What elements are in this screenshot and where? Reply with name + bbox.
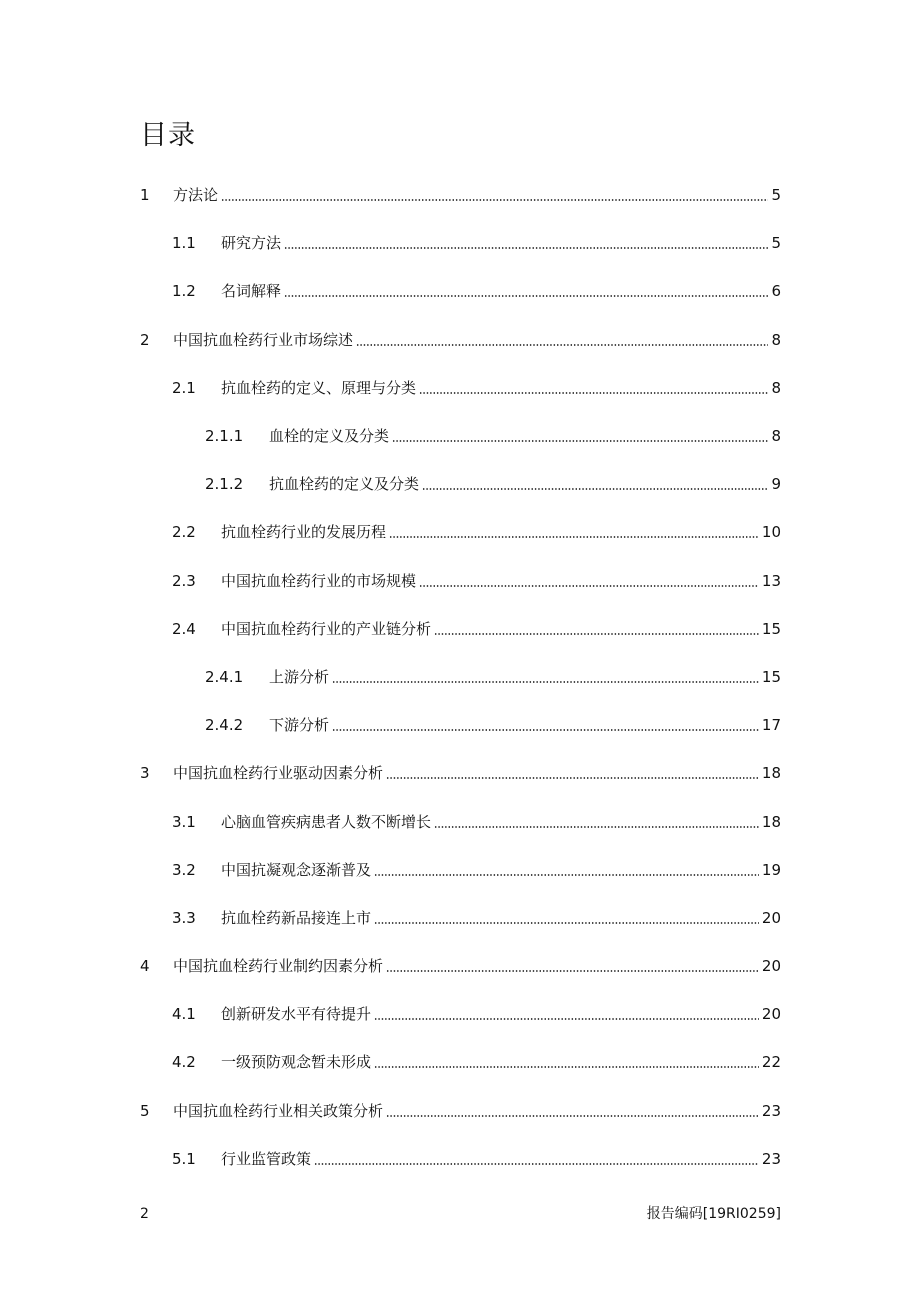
toc-dot-leader: [386, 970, 759, 972]
toc-entry-number: 2.2: [172, 523, 196, 542]
toc-entry-number: 3.2: [172, 860, 196, 879]
toc-entry-title: 方法论: [173, 186, 219, 205]
toc-entry-title: 中国抗血栓药行业市场综述: [173, 330, 354, 349]
toc-dot-leader: [314, 1163, 759, 1165]
toc-entry[interactable]: [140, 171, 781, 219]
toc-entry[interactable]: [140, 846, 781, 894]
toc-entry-title: 中国抗血栓药行业的产业链分析: [221, 619, 432, 638]
toc-entry[interactable]: [140, 605, 781, 653]
toc-entry-title: 中国抗血栓药行业制约因素分析: [173, 957, 384, 976]
toc-entry-page: 5: [771, 186, 781, 205]
toc-entry[interactable]: [140, 701, 781, 749]
toc-entry-title: 上游分析: [269, 667, 330, 686]
toc-entry-number: 2.4.2: [205, 716, 244, 735]
toc-entry[interactable]: [140, 508, 781, 556]
toc-dot-leader: [434, 826, 759, 828]
toc-dot-leader: [422, 488, 768, 490]
toc-entry-page: 10: [761, 523, 781, 542]
toc-entry-number: 2.1.2: [205, 475, 244, 494]
toc-entry-title: 抗血栓药的定义及分类: [269, 475, 420, 494]
toc-entry-page: 20: [761, 1005, 781, 1024]
toc-entry-title: 中国抗血栓药行业相关政策分析: [173, 1101, 384, 1120]
toc-entry-title: 研究方法: [221, 234, 282, 253]
toc-dot-leader: [374, 874, 759, 876]
toc-entry-number: 1.2: [172, 282, 196, 301]
toc-entry-number: 1.1: [172, 234, 196, 253]
toc-entry-page: 15: [761, 667, 781, 686]
toc-entry[interactable]: [140, 364, 781, 412]
toc-entry[interactable]: [140, 1087, 781, 1135]
footer-page-number: 2: [140, 1206, 149, 1222]
toc-entry[interactable]: [140, 316, 781, 364]
toc-dot-leader: [284, 295, 768, 297]
toc-dot-leader: [374, 1066, 759, 1068]
toc-entry[interactable]: [140, 460, 781, 508]
toc-dot-leader: [386, 1115, 759, 1117]
toc-entry-number: 4.2: [172, 1053, 196, 1072]
toc-entry[interactable]: [140, 557, 781, 605]
toc-entry-number: 2: [140, 330, 150, 349]
toc-entry-title: 下游分析: [269, 716, 330, 735]
toc-dot-leader: [356, 344, 768, 346]
toc-entry-title: 中国抗血栓药行业的市场规模: [221, 571, 417, 590]
toc-entry-page: 8: [771, 427, 781, 446]
toc-entry[interactable]: [140, 267, 781, 315]
toc-dot-leader: [419, 392, 768, 394]
toc-entry[interactable]: [140, 797, 781, 845]
toc-entry-number: 5: [140, 1101, 150, 1120]
toc-entry-page: 19: [761, 860, 781, 879]
toc-dot-leader: [386, 777, 759, 779]
toc-entry-title: 抗血栓药行业的发展历程: [221, 523, 387, 542]
toc-dot-leader: [221, 199, 768, 201]
footer-report-code: 报告编码[19RI0259]: [646, 1206, 781, 1222]
toc-entry[interactable]: [140, 219, 781, 267]
page-title: 目录: [140, 120, 196, 151]
toc-entry-number: 4: [140, 957, 150, 976]
toc-entry-page: 8: [771, 378, 781, 397]
toc-entry-title: 血栓的定义及分类: [269, 427, 390, 446]
toc-entry-page: 20: [761, 957, 781, 976]
table-of-contents: [140, 171, 781, 1183]
toc-entry-title: 心脑血管疾病患者人数不断增长: [221, 812, 432, 831]
toc-entry-number: 4.1: [172, 1005, 196, 1024]
toc-entry-number: 3.1: [172, 812, 196, 831]
toc-entry-title: 一级预防观念暂未形成: [221, 1053, 372, 1072]
toc-entry-number: 2.4.1: [205, 667, 244, 686]
toc-dot-leader: [284, 247, 768, 249]
toc-entry[interactable]: [140, 749, 781, 797]
toc-entry-title: 创新研发水平有待提升: [221, 1005, 372, 1024]
toc-entry-page: 23: [761, 1101, 781, 1120]
toc-entry-page: 15: [761, 619, 781, 638]
toc-entry[interactable]: [140, 1135, 781, 1183]
toc-entry-page: 17: [761, 716, 781, 735]
toc-dot-leader: [392, 440, 768, 442]
toc-dot-leader: [332, 729, 759, 731]
toc-entry[interactable]: [140, 653, 781, 701]
toc-entry-number: 3: [140, 764, 150, 783]
toc-entry-title: 行业监管政策: [221, 1149, 312, 1168]
toc-entry-title: 抗血栓药新品接连上市: [221, 908, 372, 927]
toc-entry-page: 18: [761, 764, 781, 783]
toc-entry-number: 2.1: [172, 378, 196, 397]
toc-entry-page: 20: [761, 908, 781, 927]
toc-dot-leader: [434, 633, 759, 635]
toc-entry-number: 2.4: [172, 619, 196, 638]
toc-entry-number: 3.3: [172, 908, 196, 927]
toc-dot-leader: [389, 536, 759, 538]
toc-entry[interactable]: [140, 942, 781, 990]
toc-entry-title: 中国抗血栓药行业驱动因素分析: [173, 764, 384, 783]
toc-entry-page: 18: [761, 812, 781, 831]
toc-entry-page: 5: [771, 234, 781, 253]
toc-entry-number: 1: [140, 186, 150, 205]
toc-entry-page: 9: [771, 475, 781, 494]
toc-entry-title: 中国抗凝观念逐渐普及: [221, 860, 372, 879]
toc-entry-number: 2.1.1: [205, 427, 244, 446]
toc-entry-page: 23: [761, 1149, 781, 1168]
toc-dot-leader: [374, 1018, 759, 1020]
toc-dot-leader: [374, 922, 759, 924]
toc-entry-page: 8: [771, 330, 781, 349]
toc-entry-page: 6: [771, 282, 781, 301]
toc-entry-title: 抗血栓药的定义、原理与分类: [221, 378, 417, 397]
toc-entry-number: 2.3: [172, 571, 196, 590]
toc-dot-leader: [419, 585, 759, 587]
toc-entry-title: 名词解释: [221, 282, 282, 301]
toc-entry[interactable]: [140, 412, 781, 460]
toc-entry-page: 22: [761, 1053, 781, 1072]
toc-dot-leader: [332, 681, 759, 683]
toc-entry[interactable]: [140, 894, 781, 942]
toc-entry[interactable]: [140, 1038, 781, 1086]
toc-entry-page: 13: [761, 571, 781, 590]
toc-entry[interactable]: [140, 990, 781, 1038]
toc-entry-number: 5.1: [172, 1149, 196, 1168]
